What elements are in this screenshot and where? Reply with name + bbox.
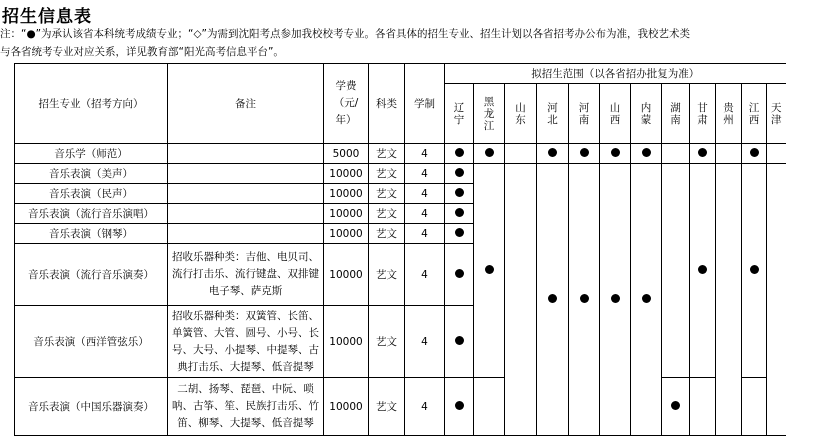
- mark-cell: [690, 164, 716, 378]
- row-duration: 4: [405, 204, 445, 224]
- mark-cell: [767, 164, 786, 436]
- mark-cell: [631, 144, 662, 164]
- province-header-heilongjiang: 黑龙江: [474, 84, 505, 144]
- mark-dot: [642, 148, 651, 157]
- mark-cell: [445, 244, 474, 306]
- mark-dot: [671, 401, 680, 410]
- province-header-liaoning: 辽宁: [445, 84, 474, 144]
- row-category: 艺文: [369, 164, 405, 184]
- row-major: 音乐表演（美声）: [15, 164, 168, 184]
- mark-dot: [455, 188, 464, 197]
- header-category: 科类: [369, 64, 405, 144]
- mark-cell: [569, 144, 600, 164]
- row-remark: [168, 224, 324, 244]
- row-major: 音乐表演（民声）: [15, 184, 168, 204]
- page-title: 招生信息表: [2, 7, 92, 27]
- header-duration: 学制: [405, 64, 445, 144]
- mark-cell: [445, 306, 474, 378]
- mark-dot: [611, 148, 620, 157]
- province-header-neimeng: 内蒙: [631, 84, 662, 144]
- mark-cell: [474, 378, 505, 436]
- row-fee: 10000: [324, 306, 369, 378]
- mark-dot: [580, 148, 589, 157]
- mark-dot: [455, 401, 464, 410]
- mark-cell: [690, 144, 716, 164]
- header-range: 拟招生范围（以各省招办批复为准）: [445, 64, 786, 84]
- mark-dot: [698, 265, 707, 274]
- mark-cell: [662, 144, 690, 164]
- row-category: 艺文: [369, 244, 405, 306]
- mark-cell: [742, 164, 767, 378]
- table-row: [15, 378, 786, 436]
- row-category: 艺文: [369, 204, 405, 224]
- province-header-henan: 河南: [569, 84, 600, 144]
- row-remark: 招收乐器种类：吉他、电贝司、流行打击乐、流行键盘、双排键电子琴、萨克斯: [168, 244, 324, 306]
- mark-cell: [474, 144, 505, 164]
- mark-cell: [716, 144, 742, 164]
- row-fee: 5000: [324, 144, 369, 164]
- row-duration: 4: [405, 144, 445, 164]
- header-fee: 学费（元/年）: [324, 64, 369, 144]
- mark-cell: [537, 144, 569, 164]
- mark-cell: [474, 164, 505, 378]
- mark-dot: [548, 294, 557, 303]
- mark-cell: [716, 164, 742, 436]
- row-major: 音乐表演（中国乐器演奏）: [15, 378, 168, 436]
- province-header-gansu: 甘肃: [690, 84, 716, 144]
- mark-cell: [445, 164, 474, 184]
- mark-cell: [631, 164, 662, 436]
- row-duration: 4: [405, 378, 445, 436]
- row-fee: 10000: [324, 378, 369, 436]
- province-header-hebei: 河北: [537, 84, 569, 144]
- mark-dot: [485, 148, 494, 157]
- mark-dot: [485, 265, 494, 274]
- mark-dot: [698, 148, 707, 157]
- row-fee: 10000: [324, 244, 369, 306]
- row-duration: 4: [405, 164, 445, 184]
- row-category: 艺文: [369, 306, 405, 378]
- mark-cell: [662, 378, 690, 436]
- row-fee: 10000: [324, 164, 369, 184]
- row-category: 艺文: [369, 224, 405, 244]
- province-header-shanxi: 山西: [600, 84, 631, 144]
- row-category: 艺文: [369, 184, 405, 204]
- admission-table: [14, 63, 786, 436]
- mark-cell: [690, 378, 716, 436]
- mark-dot: [455, 168, 464, 177]
- mark-dot: [548, 148, 557, 157]
- mark-cell: [742, 144, 767, 164]
- row-fee: 10000: [324, 224, 369, 244]
- row-duration: 4: [405, 224, 445, 244]
- mark-cell: [742, 378, 767, 436]
- province-header-shandong: 山东: [505, 84, 537, 144]
- row-major: 音乐学（师范）: [15, 144, 168, 164]
- mark-dot: [580, 294, 589, 303]
- note-line-2: 与各省统考专业对应关系，详见教育部“阳光高考信息平台”。: [0, 46, 284, 58]
- table-row: [15, 144, 786, 164]
- mark-cell: [537, 164, 569, 436]
- row-remark: [168, 164, 324, 184]
- header-major: 招生专业（招考方向）: [15, 64, 168, 144]
- row-remark: [168, 204, 324, 224]
- mark-cell: [445, 204, 474, 224]
- row-duration: 4: [405, 184, 445, 204]
- mark-dot: [611, 294, 620, 303]
- mark-cell: [569, 164, 600, 436]
- mark-cell: [505, 144, 537, 164]
- mark-cell: [445, 224, 474, 244]
- mark-cell: [445, 378, 474, 436]
- province-header-guizhou: 贵州: [716, 84, 742, 144]
- note-line-1: 注：“●”为承认该省本科统考成绩专业；“◇”为需到沈阳考点参加我校校考专业。各省具体的招生专业、招生计划以各省招考办公布为准，我校艺术类: [0, 28, 690, 40]
- row-remark: 二胡、扬琴、琵琶、中阮、唢呐、古筝、笙、民族打击乐、竹笛、柳琴、大提琴、低音提琴: [168, 378, 324, 436]
- row-major: 音乐表演（流行音乐演唱）: [15, 204, 168, 224]
- mark-cell: [445, 184, 474, 204]
- header-remark: 备注: [168, 64, 324, 144]
- mark-cell: [600, 144, 631, 164]
- row-major: 音乐表演（流行音乐演奏）: [15, 244, 168, 306]
- row-major: 音乐表演（西洋管弦乐）: [15, 306, 168, 378]
- row-fee: 10000: [324, 184, 369, 204]
- mark-dot: [455, 208, 464, 217]
- mark-dot: [750, 148, 759, 157]
- mark-dot: [455, 228, 464, 237]
- row-duration: 4: [405, 306, 445, 378]
- row-category: 艺文: [369, 144, 405, 164]
- row-category: 艺文: [369, 378, 405, 436]
- row-fee: 10000: [324, 204, 369, 224]
- mark-cell: [505, 164, 537, 436]
- mark-dot: [642, 294, 651, 303]
- table-row: [15, 164, 786, 184]
- mark-dot: [750, 265, 759, 274]
- row-duration: 4: [405, 244, 445, 306]
- mark-dot: [455, 336, 464, 345]
- row-remark: 招收乐器种类：双簧管、长笛、单簧管、大管、圆号、小号、长号、大号、小提琴、中提琴、古典打击乐、大提琴、低音提琴: [168, 306, 324, 378]
- mark-cell: [767, 144, 786, 164]
- province-header-tianjin: 天津: [767, 84, 786, 144]
- row-remark: [168, 144, 324, 164]
- mark-dot: [455, 269, 464, 278]
- mark-dot: [455, 148, 464, 157]
- province-header-jiangxi: 江西: [742, 84, 767, 144]
- mark-cell: [600, 164, 631, 436]
- mark-cell: [445, 144, 474, 164]
- row-remark: [168, 184, 324, 204]
- province-header-hunan: 湖南: [662, 84, 690, 144]
- row-major: 音乐表演（钢琴）: [15, 224, 168, 244]
- mark-cell: [662, 164, 690, 378]
